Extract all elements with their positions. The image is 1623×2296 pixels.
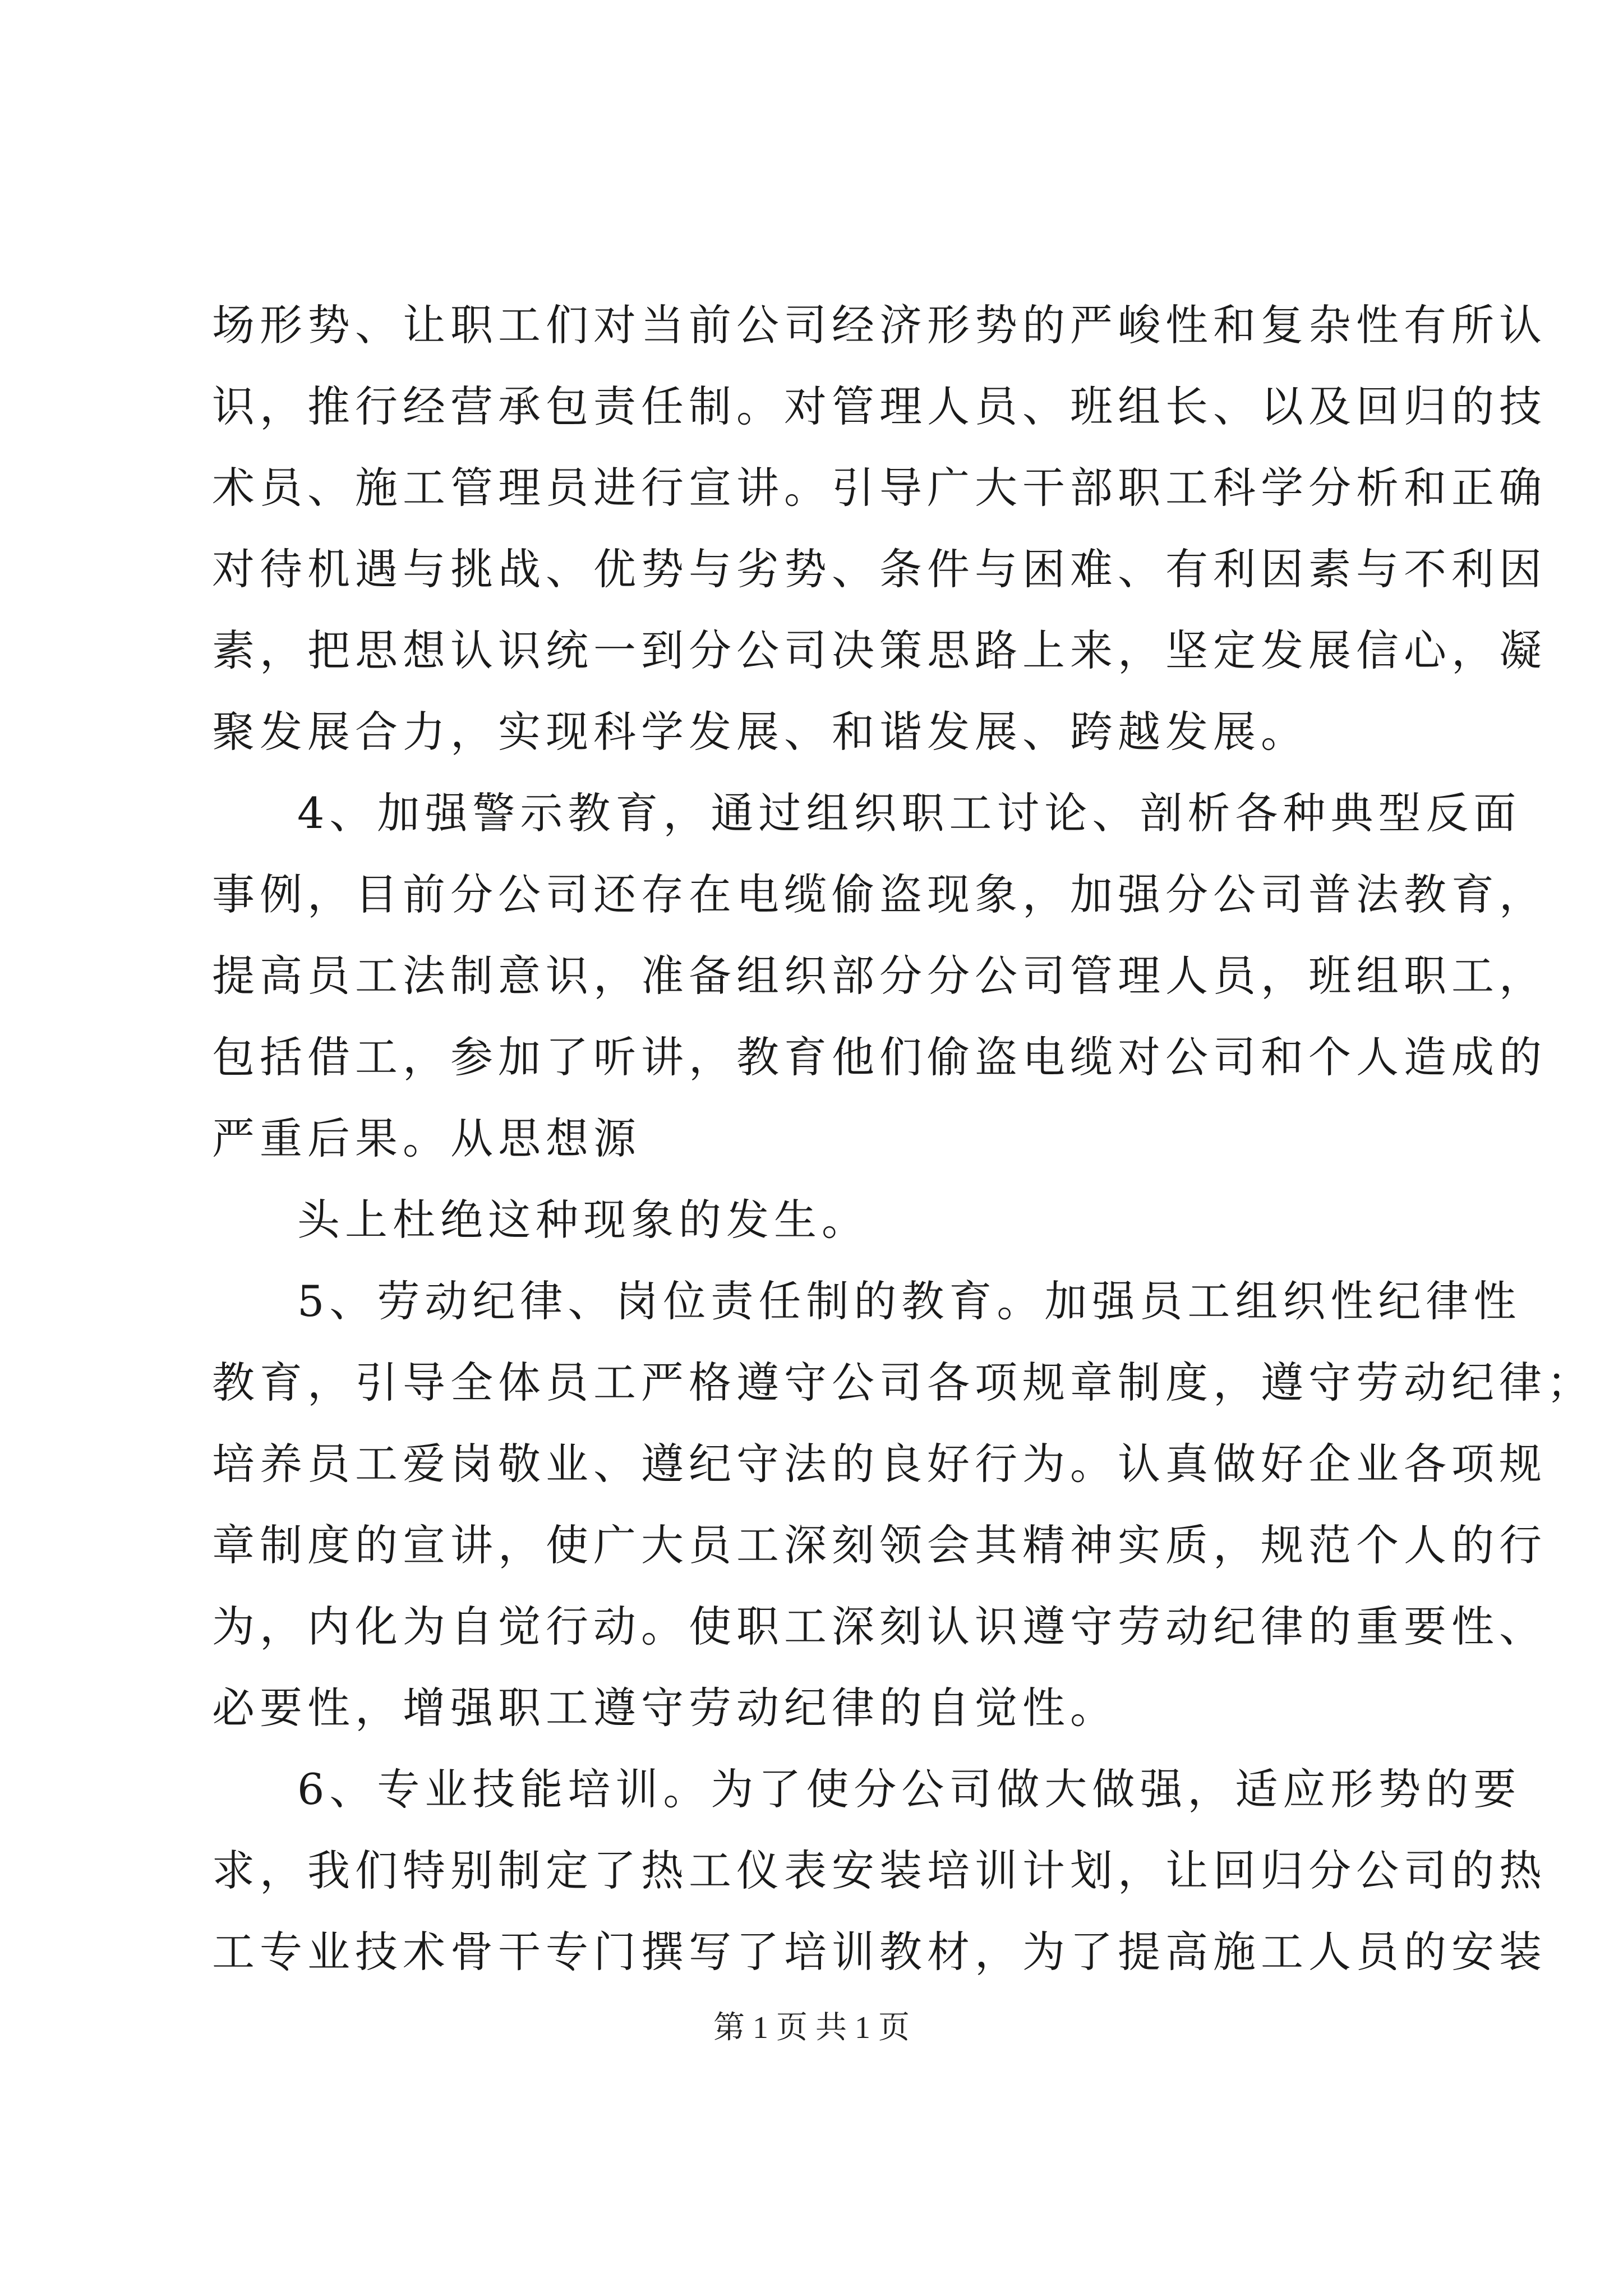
paragraph-5-line-1: 5、劳动纪律、岗位责任制的教育。加强员工组织性纪律性 <box>297 1276 1521 1326</box>
body-line-2: 识，推行经营承包责任制。对管理人员、班组长、以及回归的技 <box>212 381 1547 431</box>
paragraph-5-line-5: 为，内化为自觉行动。使职工深刻认识遵守劳动纪律的重要性、 <box>212 1602 1547 1651</box>
body-line-6: 聚发展合力，实现科学发展、和谐发展、跨越发展。 <box>212 707 1308 757</box>
paragraph-5-line-6: 必要性，增强职工遵守劳动纪律的自觉性。 <box>212 1683 1118 1733</box>
paragraph-5-line-3: 培养员工爱岗敬业、遵纪守法的良好行为。认真做好企业各项规 <box>212 1439 1547 1489</box>
paragraph-6-line-2: 求，我们特别制定了热工仪表安装培训计划，让回归分公司的热 <box>212 1846 1547 1895</box>
paragraph-5-line-4: 章制度的宣讲，使广大员工深刻领会其精神实质，规范个人的行 <box>212 1520 1547 1570</box>
page-number-footer: 第 1 页 共 1 页 <box>713 2010 910 2045</box>
body-line-3: 术员、施工管理员进行宣讲。引导广大干部职工科学分析和正确 <box>212 463 1547 513</box>
paragraph-4-continuation: 头上杜绝这种现象的发生。 <box>297 1195 869 1245</box>
paragraph-4-line-3: 提高员工法制意识，准备组织部分分公司管理人员，班组职工， <box>212 951 1547 1001</box>
paragraph-4-line-2: 事例，目前分公司还存在电缆偷盗现象，加强分公司普法教育， <box>212 869 1547 919</box>
paragraph-6-line-1: 6、专业技能培训。为了使分公司做大做强，适应形势的要 <box>297 1764 1521 1814</box>
paragraph-4-line-5: 严重后果。从思想源 <box>212 1114 641 1163</box>
paragraph-4-line-4: 包括借工，参加了听讲，教育他们偷盗电缆对公司和个人造成的 <box>212 1032 1547 1082</box>
paragraph-6-line-3: 工专业技术骨干专门撰写了培训教材，为了提高施工人员的安装 <box>212 1927 1547 1977</box>
paragraph-5-line-2: 教育，引导全体员工严格遵守公司各项规章制度，遵守劳动纪律； <box>212 1358 1594 1407</box>
paragraph-4-line-1: 4、加强警示教育，通过组织职工讨论、剖析各种典型反面 <box>297 788 1521 838</box>
body-line-5: 素，把思想认识统一到分公司决策思路上来，坚定发展信心，凝 <box>212 625 1547 675</box>
body-line-4: 对待机遇与挑战、优势与劣势、条件与困难、有利因素与不利因 <box>212 544 1547 594</box>
body-line-1: 场形势、让职工们对当前公司经济形势的严峻性和复杂性有所认 <box>212 300 1547 350</box>
